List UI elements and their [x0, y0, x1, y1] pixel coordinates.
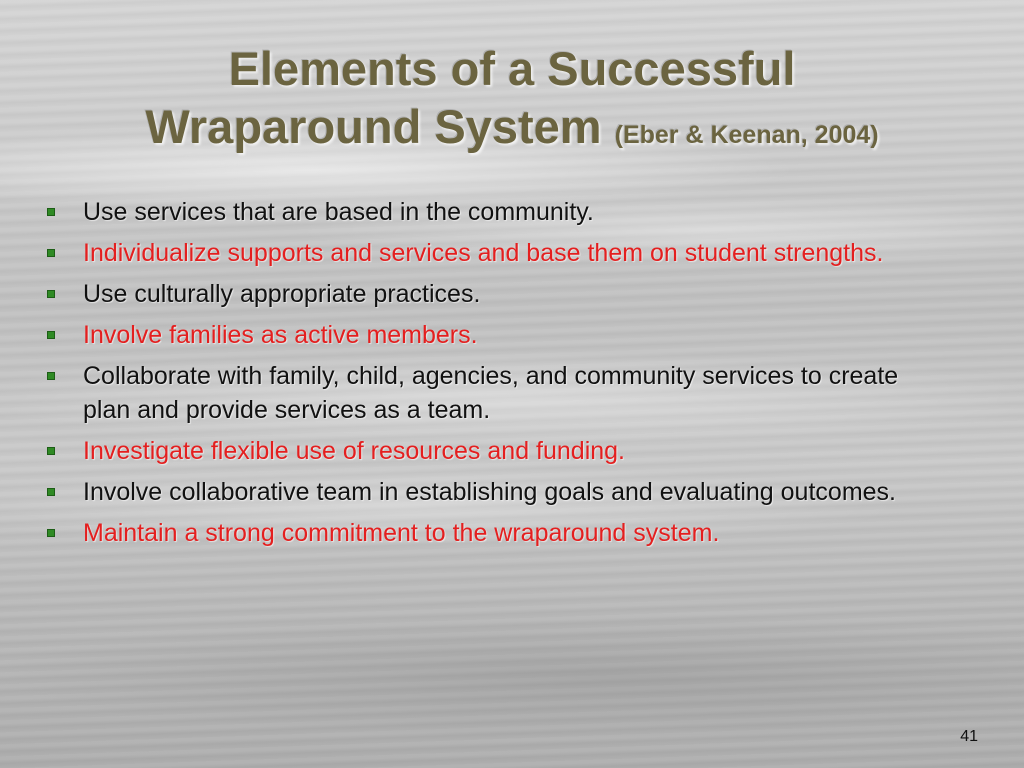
bullet-item — [40, 475, 940, 509]
page-number: 41 — [960, 728, 978, 745]
bullet-text: Use services that are based in the community. — [83, 198, 594, 226]
bullet-item — [40, 318, 940, 352]
square-bullet-icon — [47, 447, 55, 455]
bullet-item — [40, 434, 940, 468]
bullet-text: Maintain a strong commitment to the wraparound system. — [83, 519, 720, 547]
bullet-text: Involve families as active members. — [83, 321, 478, 349]
bullet-item — [40, 236, 940, 270]
bullet-text: Individualize supports and services and base them on student strengths. — [83, 239, 884, 267]
square-bullet-icon — [47, 372, 55, 380]
title-main-text: Wraparound System — [145, 100, 602, 153]
square-bullet-icon — [47, 208, 55, 216]
bullet-item — [40, 195, 940, 229]
bullet-text: Use culturally appropriate practices. — [83, 280, 481, 308]
title-citation: (Eber & Keenan, 2004) — [614, 121, 879, 149]
bullet-text: Investigate flexible use of resources and funding. — [83, 437, 626, 465]
square-bullet-icon — [47, 331, 55, 339]
bullet-text: Collaborate with family, child, agencies, and community services to create plan and provide services as a team. — [83, 362, 899, 424]
title-line-1: Elements of a Successful — [228, 42, 796, 95]
bullet-item — [40, 277, 940, 311]
square-bullet-icon — [47, 529, 55, 537]
bullet-list — [40, 195, 940, 557]
square-bullet-icon — [47, 249, 55, 257]
title-line-2 — [60, 98, 964, 164]
bullet-text: Involve collaborative team in establishing goals and evaluating outcomes. — [83, 478, 896, 506]
slide-title — [60, 40, 964, 164]
bullet-item — [40, 359, 940, 427]
square-bullet-icon — [47, 488, 55, 496]
bullet-item — [40, 516, 940, 550]
square-bullet-icon — [47, 290, 55, 298]
